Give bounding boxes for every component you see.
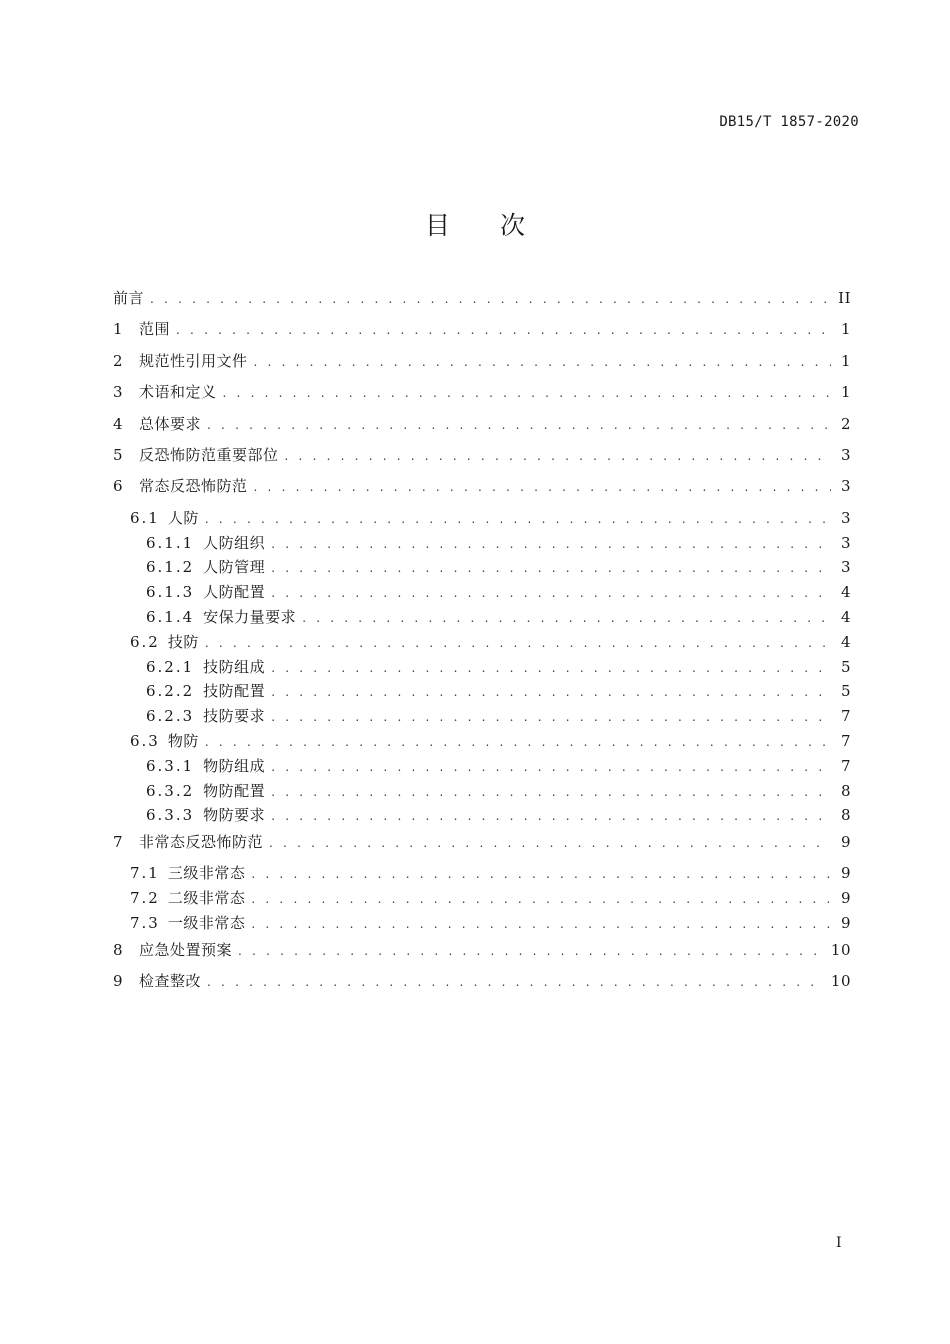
toc-entry-label: 三级非常态: [167, 864, 246, 883]
dot-leader: [302, 606, 831, 630]
toc-entry-number: 6.1.3: [146, 583, 195, 602]
title-char-1: 目: [424, 211, 450, 240]
toc-entry-label: 技防组成: [203, 657, 266, 676]
toc-entry-number: 2: [113, 351, 125, 370]
toc-entry-label: 非常态反恐怖防范: [139, 833, 264, 852]
toc-entry-page: 7: [840, 707, 851, 726]
toc-entry-label: 反恐怖防范重要部位: [139, 445, 279, 464]
dot-leader: [271, 556, 831, 580]
toc-entry-label: 安保力量要求: [203, 607, 297, 626]
toc-entry-page: 1: [840, 351, 851, 370]
dot-leader: [271, 581, 831, 605]
toc-entry-label: 术语和定义: [139, 383, 217, 402]
toc-entry-number: 1: [113, 320, 125, 339]
toc-entry[interactable]: [113, 349, 851, 380]
toc-entry[interactable]: [113, 704, 851, 729]
toc-entry-page: 3: [840, 508, 851, 527]
document-code: DB15/T 1857-2020: [719, 114, 859, 130]
toc-entry-page: 8: [840, 781, 851, 800]
toc-entry[interactable]: [113, 729, 851, 754]
toc-entry-label: 二级非常态: [167, 889, 246, 908]
toc-entry[interactable]: [113, 911, 851, 936]
toc-entry-page: 10: [830, 940, 851, 959]
toc-entry-label: 检查整改: [139, 972, 202, 991]
dot-leader: [207, 413, 831, 437]
toc-entry[interactable]: [113, 286, 851, 317]
toc-entry-label: 常态反恐怖防范: [139, 477, 248, 496]
toc-entry-number: 6.3: [130, 731, 160, 750]
table-of-contents: [113, 286, 851, 1001]
toc-entry-page: 4: [840, 607, 851, 626]
dot-leader: [271, 780, 831, 804]
toc-entry-page: 3: [840, 533, 851, 552]
toc-title: [0, 206, 950, 242]
toc-entry-number: 7.3: [130, 914, 160, 933]
toc-entry-page: 4: [840, 632, 851, 651]
dot-leader: [254, 475, 831, 499]
dot-leader: [205, 730, 831, 754]
toc-entry-page: 3: [840, 558, 851, 577]
toc-entry[interactable]: [113, 317, 851, 348]
toc-entry-page: 7: [840, 731, 851, 750]
toc-entry[interactable]: [113, 679, 851, 704]
toc-entry-page: 3: [840, 477, 851, 496]
dot-leader: [269, 831, 831, 855]
dot-leader: [271, 680, 831, 704]
dot-leader: [176, 318, 831, 342]
toc-entry-number: 8: [113, 940, 125, 959]
dot-leader: [223, 381, 831, 405]
toc-entry-number: 6.1.1: [146, 533, 195, 552]
toc-entry-label: 物防组成: [203, 756, 266, 775]
dot-leader: [271, 804, 831, 828]
toc-entry-label: 技防要求: [203, 707, 266, 726]
toc-entry-number: 6.1.2: [146, 558, 195, 577]
toc-entry[interactable]: [113, 779, 851, 804]
toc-entry-label: 人防: [167, 508, 199, 527]
toc-entry-label: 物防要求: [203, 806, 266, 825]
toc-entry-number: 4: [113, 414, 125, 433]
toc-entry-number: 7: [113, 833, 125, 852]
dot-leader: [150, 287, 831, 311]
toc-entry-number: 6.1.4: [146, 607, 195, 626]
dot-leader: [271, 705, 831, 729]
toc-entry-label: 物防: [167, 731, 199, 750]
toc-entry-page: 4: [840, 583, 851, 602]
dot-leader: [251, 912, 831, 936]
title-char-2: 次: [500, 211, 526, 240]
dot-leader: [205, 507, 831, 531]
toc-entry-label: 人防管理: [203, 558, 266, 577]
toc-entry-label: 一级非常态: [167, 914, 246, 933]
toc-entry-page: 10: [830, 972, 851, 991]
toc-entry-label: 物防配置: [203, 781, 266, 800]
toc-entry-number: 6.3.2: [146, 781, 195, 800]
toc-entry-label: 技防配置: [203, 682, 266, 701]
toc-entry[interactable]: [113, 605, 851, 630]
toc-entry[interactable]: [113, 474, 851, 505]
toc-entry-label: 人防组织: [203, 533, 266, 552]
toc-entry-label: 应急处置预案: [139, 940, 233, 959]
dot-leader: [254, 350, 831, 374]
toc-entry-page: 3: [840, 445, 851, 464]
dot-leader: [271, 532, 831, 556]
toc-entry-number: 9: [113, 972, 125, 991]
toc-entry-page: 5: [840, 682, 851, 701]
toc-entry[interactable]: [113, 531, 851, 556]
toc-entry-label: 前言: [113, 289, 145, 307]
dot-leader: [238, 939, 825, 963]
dot-leader: [251, 887, 831, 911]
toc-entry-number: 6: [113, 477, 125, 496]
toc-entry-label: 范围: [139, 320, 171, 339]
dot-leader: [285, 444, 831, 468]
toc-entry-page: 9: [840, 864, 851, 883]
dot-leader: [205, 631, 831, 655]
toc-entry-page: 7: [840, 756, 851, 775]
toc-entry[interactable]: [113, 803, 851, 828]
toc-entry-page: 9: [840, 833, 851, 852]
toc-entry-label: 技防: [167, 632, 199, 651]
dot-leader: [251, 862, 831, 886]
toc-entry-page: 1: [840, 320, 851, 339]
toc-entry-number: 3: [113, 383, 125, 402]
toc-entry[interactable]: [113, 655, 851, 680]
toc-entry-number: 6.3.1: [146, 756, 195, 775]
toc-entry-number: 7.2: [130, 889, 160, 908]
toc-entry[interactable]: [113, 938, 851, 969]
toc-entry-number: 6.3.3: [146, 806, 195, 825]
toc-entry-number: 6.1: [130, 508, 160, 527]
toc-entry-number: 6.2.2: [146, 682, 195, 701]
dot-leader: [207, 970, 825, 994]
toc-entry[interactable]: [113, 412, 851, 443]
toc-entry-page: II: [838, 289, 851, 307]
toc-entry-number: 6.2: [130, 632, 160, 651]
toc-entry[interactable]: [113, 506, 851, 531]
toc-entry[interactable]: [113, 754, 851, 779]
dot-leader: [271, 656, 831, 680]
toc-entry[interactable]: [113, 443, 851, 474]
toc-entry[interactable]: [113, 969, 851, 1000]
toc-entry-page: 5: [840, 657, 851, 676]
toc-entry-label: 人防配置: [203, 583, 266, 602]
toc-entry[interactable]: [113, 886, 851, 911]
toc-entry-page: 9: [840, 914, 851, 933]
toc-entry[interactable]: [113, 580, 851, 605]
toc-entry-label: 总体要求: [139, 414, 202, 433]
toc-entry[interactable]: [113, 630, 851, 655]
toc-entry-page: 9: [840, 889, 851, 908]
toc-entry-number: 6.2.3: [146, 707, 195, 726]
toc-entry[interactable]: [113, 380, 851, 411]
toc-entry-label: 规范性引用文件: [139, 351, 248, 370]
toc-entry[interactable]: [113, 830, 851, 861]
dot-leader: [271, 755, 831, 779]
toc-entry[interactable]: [113, 555, 851, 580]
toc-entry-number: 6.2.1: [146, 657, 195, 676]
toc-entry-page: 1: [840, 383, 851, 402]
toc-entry-number: 5: [113, 445, 125, 464]
footer-page-number: I: [836, 1235, 842, 1251]
toc-entry-page: 8: [840, 806, 851, 825]
toc-entry[interactable]: [113, 861, 851, 886]
toc-entry-page: 2: [840, 414, 851, 433]
toc-entry-number: 7.1: [130, 864, 160, 883]
